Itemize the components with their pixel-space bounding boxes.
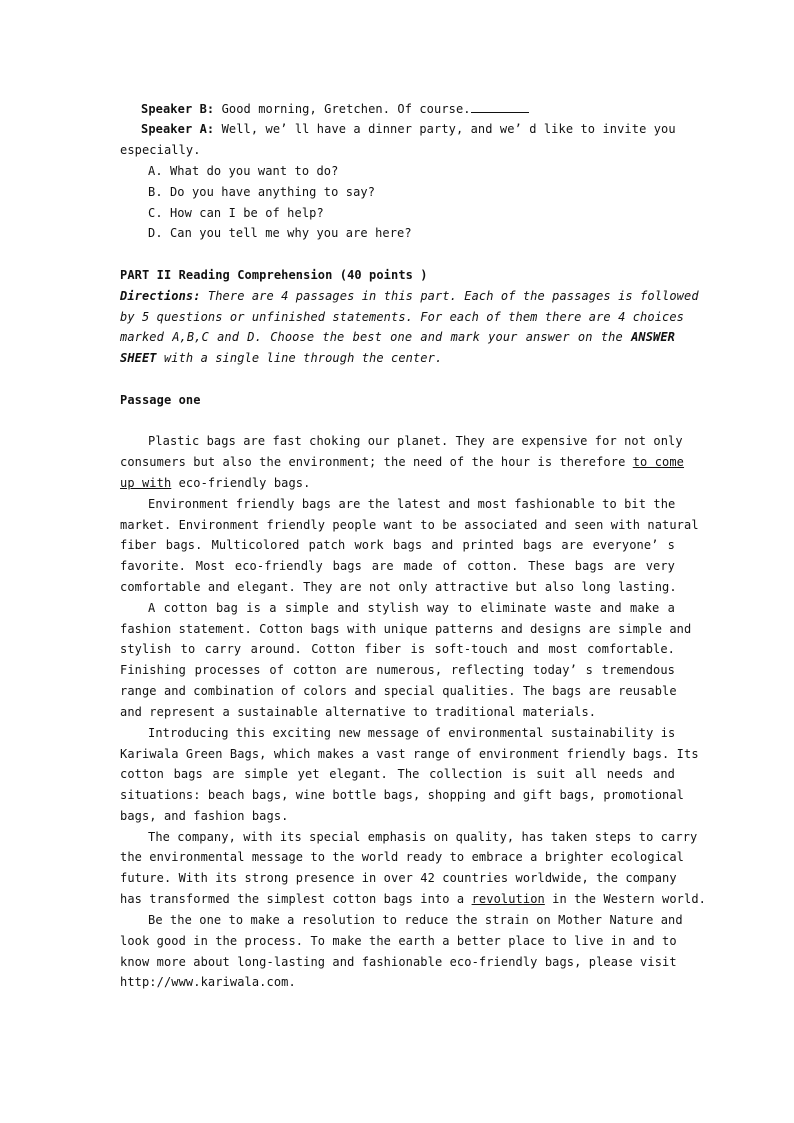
directions-text-4: with a single line through the center. (156, 351, 443, 365)
passage-line: future. With its strong presence in over 42 countries worldwide, the company (120, 871, 677, 885)
passage-text: eco-friendly bags. (171, 476, 311, 490)
passage-line: know more about long-lasting and fashionable eco-friendly bags, please visit (120, 955, 677, 969)
passage-url: http://www.kariwala.com. (120, 975, 296, 989)
speaker-a-label: Speaker A: (141, 122, 215, 136)
directions-text-1: There are 4 passages in this part. Each of the passages is followed (200, 289, 699, 303)
speaker-b-label: Speaker B: (141, 102, 215, 116)
passage-text: in the Western world. (544, 892, 706, 906)
passage-line: Kariwala Green Bags, which makes a vast range of environment friendly bags. Its (120, 747, 699, 761)
directions-line-3 (120, 327, 675, 347)
passage-line: range and combination of colors and special qualities. The bags are reusable (120, 684, 677, 698)
passage-line (120, 473, 675, 493)
passage-line: and represent a sustainable alternative to traditional materials. (120, 705, 597, 719)
passage-line: Environment friendly bags are the latest and most fashionable to bit the (148, 497, 676, 511)
speaker-b-text: Good morning, Gretchen. Of course. (214, 102, 471, 116)
passage-line: bags, and fashion bags. (120, 809, 289, 823)
answer-blank (471, 99, 529, 113)
directions-label: Directions: (120, 289, 201, 303)
passage-line (120, 889, 706, 909)
passage-line: A cotton bag is a simple and stylish way to eliminate waste and make a (148, 601, 675, 615)
passage-line (120, 452, 685, 472)
underlined-phrase: to come (632, 455, 685, 469)
passage-line: fashion statement. Cotton bags with unique patterns and designs are simple and (120, 622, 692, 636)
passage-line: market. Environment friendly people want to be associated and seen with natural (120, 518, 699, 532)
directions-line-1 (120, 286, 699, 306)
passage-text: consumers but also the environment; the need of the hour is therefore (120, 455, 633, 469)
underlined-word: revolution (471, 892, 545, 906)
passage-line: comfortable and elegant. They are not only attractive but also long lasting. (120, 580, 677, 594)
option-c: C. How can I be of help? (148, 206, 324, 220)
passage-line: situations: beach bags, wine bottle bags, shopping and gift bags, promotional (120, 788, 684, 802)
option-a: A. What do you want to do? (148, 164, 339, 178)
sheet-word: SHEET (120, 351, 157, 365)
passage-line: Be the one to make a resolution to reduce the strain on Mother Nature and (148, 913, 683, 927)
passage-line: Plastic bags are fast choking our planet. They are expensive for not only (148, 434, 683, 448)
speaker-a-text: Well, we’ ll have a dinner party, and we’ d like to invite you (214, 122, 676, 136)
passage-line: the environmental message to the world ready to embrace a brighter ecological (120, 850, 684, 864)
underlined-phrase: up with (120, 476, 172, 490)
passage-line: cotton bags are simple yet elegant. The collection is suit all needs and (120, 767, 675, 781)
option-d: D. Can you tell me why you are here? (148, 226, 412, 240)
answer-word: ANSWER (631, 330, 676, 344)
option-b: B. Do you have anything to say? (148, 185, 376, 199)
passage-title: Passage one (120, 393, 201, 407)
passage-line: Introducing this exciting new message of environmental sustainability is (148, 726, 676, 740)
speaker-b-line (141, 99, 675, 119)
directions-line-2: by 5 questions or unfinished statements. For each of them there are 4 choices (120, 310, 684, 324)
speaker-a-line (141, 119, 675, 139)
passage-line: stylish to carry around. Cotton fiber is soft-touch and most comfortable. (120, 642, 675, 656)
directions-line-4 (120, 348, 675, 368)
passage-line: look good in the process. To make the earth a better place to live in and to (120, 934, 677, 948)
passage-line: favorite. Most eco-friendly bags are made of cotton. These bags are very (120, 559, 675, 573)
speaker-a-line-2: especially. (120, 143, 201, 157)
passage-text: has transformed the simplest cotton bags into a (120, 892, 472, 906)
passage-line: Finishing processes of cotton are numerous, reflecting today’ s tremendous (120, 663, 675, 677)
part-heading: PART II Reading Comprehension (40 points ) (120, 268, 428, 282)
directions-text-3: marked A,B,C and D. Choose the best one and mark your answer on the (120, 330, 623, 344)
passage-line: The company, with its special emphasis on quality, has taken steps to carry (148, 830, 698, 844)
passage-line: fiber bags. Multicolored patch work bags and printed bags are everyone’ s (120, 538, 675, 552)
